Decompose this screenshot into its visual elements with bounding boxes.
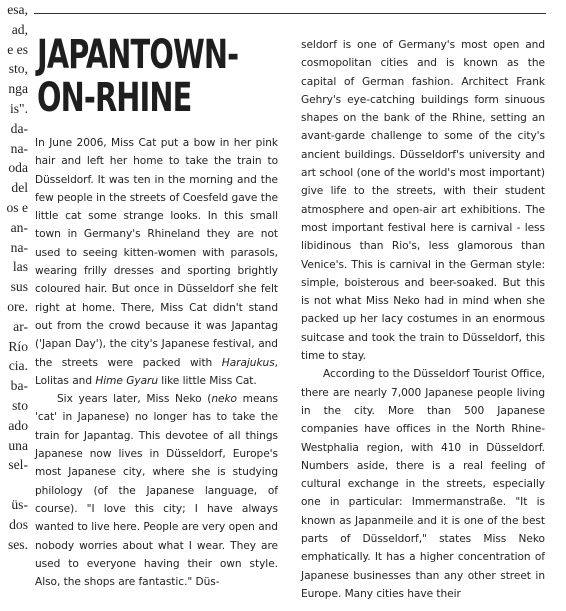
headline-line-2: ON-RHINE	[37, 75, 192, 121]
previous-column-fragment	[0, 0, 28, 611]
paragraph: seldorf is one of Germany's most open and cosmopolitan cities and is known as the capital of German fashion. Architect Frank Gehry's eye-catching buildings form sinuous shapes on the bank of the Rhine, setting an avant-garde challenge to some of the city's ancient buildings. Düsseldorf's university and art school (one of the world's most important) give life to the streets, with their student atmosphere and open-air art exhibitions. The most important festival here is carnival - less libidinous than Rio's, less glamorous than Venice's. This is carnival in the German style: simple, boisterous and beer-soaked. But this is not what Miss Neko had in mind when she packed up her lacy costumes in an enormous suitcase and took the train to Düsseldorf, this time to stay.	[301, 39, 545, 363]
previous-column-line: üs-	[11, 496, 28, 512]
previous-column-line: nga	[8, 81, 28, 97]
previous-column-line: las	[12, 259, 28, 275]
previous-column-lines	[6, 0, 28, 554]
previous-column-line: da-	[10, 120, 28, 136]
previous-column-line	[6, 475, 28, 495]
body-column-1	[35, 134, 278, 591]
previous-column-line: del	[11, 180, 28, 196]
previous-column-line: os e	[6, 199, 28, 215]
previous-column-line: esa,	[7, 2, 28, 17]
previous-column-line: ba-	[10, 378, 28, 394]
previous-column-line: ore.	[7, 298, 28, 314]
top-rule	[34, 13, 546, 14]
previous-column-line: Río	[8, 338, 28, 354]
previous-column-line: sto,	[8, 61, 28, 77]
body-column-2	[301, 36, 545, 603]
previous-column-line: sto	[12, 397, 28, 413]
article-headline	[37, 34, 238, 120]
previous-column-line: una	[8, 437, 28, 453]
previous-column-line: sus	[10, 279, 28, 295]
previous-column-line: dos	[9, 516, 28, 532]
previous-column-line: na-	[10, 239, 28, 255]
previous-column-line: oda	[8, 160, 28, 176]
previous-column-line: ses.	[7, 536, 28, 552]
previous-column-line: cia.	[8, 358, 28, 374]
previous-column-line: e es	[7, 41, 28, 57]
previous-column-line: is".	[9, 100, 28, 116]
paragraph: In June 2006, Miss Cat put a bow in her pink hair and left her home to take the train to Düsseldorf. It was ten in the morning and the few people in the streets of Coesfeld gave the little cat some strange looks. In this small town in Germany's Rhineland they are not used to seeing kitten-women with parasols, wearing frilly dresses and sporting brightly coloured hair. But once in Düsseldorf she felt right at home. There, Miss Cat didn't stand out from the crowd because it was Japantag ('Japan Day'), the city's Japanese festival, and the streets were packed with Harajukus, Lolitas and Hime Gyaru like little Miss Cat.	[35, 137, 278, 387]
previous-column-line: sel-	[8, 457, 28, 473]
previous-column-line: ado	[8, 417, 28, 433]
previous-column-line: ar-	[13, 318, 28, 334]
paragraph: Six years later, Miss Neko (neko means 'cat' in Japanese) no longer has to take the train for Japantag. This devotee of all things Japanese now lives in Düsseldorf, Europe's most Japanese city, where she is studying philology (of the Japanese language, of course). "I love this city; I have always wanted to live here. People are very open and nobody worries about what I wear. They are used to everyone having their own style. Also, the shops are fantastic." Düs-	[35, 393, 278, 589]
previous-column-line: na-	[10, 140, 28, 156]
headline-line-1: JAPANTOWN-	[37, 32, 239, 78]
paragraph: According to the Düsseldorf Tourist Office, there are nearly 7,000 Japanese people living in the city. More than 500 Japanese companies have offices in the North Rhine-Westphalia region, with 410 in Düsseldorf. Numbers aside, there is a real feeling of cultural exchange in the streets, especially one in particular: Immermanstraße. "It is known as Japanmeile and it is one of the best parts of Düsseldorf," states Miss Neko emphatically. It has a higher concentration of Japanese businesses than any other street in Europe. Many cities have their	[301, 368, 545, 600]
previous-column-line: ad,	[11, 21, 28, 37]
previous-column-line: an-	[10, 219, 28, 235]
